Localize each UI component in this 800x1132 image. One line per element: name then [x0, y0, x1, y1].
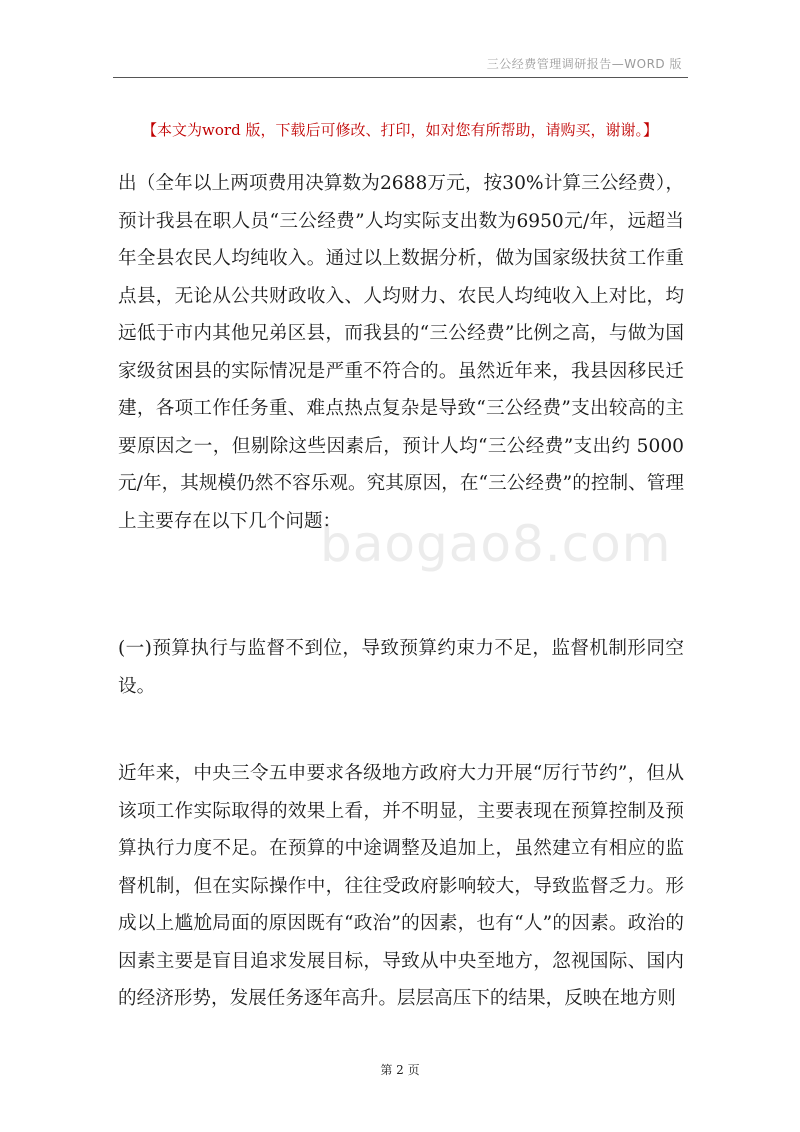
paragraph-budget-control: 近年来，中央三令五申要求各级地方政府大力开展“厉行节约”，但从该项工作实际取得的效果上看，并不明显，主要表现在预算控制及预算执行力度不足。在预算的中途调整及追加上，虽然建立有相应的监督机制，但在实际操作中，往往受政府影响较大，导致监督乏力。形成以上尴尬局面的原因既有“政治”的因素，也有“人”的因素。政治的因素主要是盲目追求发展目标，导致从中央至地方，忽视国际、国内的经济形势，发展任务逐年高升。层层高压下的结果，反映在地方则 — [118, 763, 684, 1009]
paragraph-analysis: 出（全年以上两项费用决算数为2688万元，按30%计算三公经费），预计我县在职人员“三公经费”人均实际支出数为6950元/年，远超当年全县农民人均纯收入。通过以上数据分析，做为国家级扶贫工作重点县，无论从公共财政收入、人均财力、农民人均纯收入上对比，均远低于市内其他兄弟区县，而我县的“三公经费”比例之高，与做为国家级贫困县的实际情况是严重不符合的。虽然近年来，我县因移民迁建，各项工作任务重、难点热点复杂是导致“三公经费”支出较高的主要原因之一，但剔除这些因素后，预计人均“三公经费”支出约 5000元/年，其规模仍然不容乐观。究其原因，在“三公经费”的控制、管理上主要存在以下几个问题： — [118, 173, 684, 532]
watermark: baogao8.com — [320, 515, 672, 573]
section-heading-budget-supervision: (一)预算执行与监督不到位，导致预算约束力不足，监督机制形同空设。 — [118, 638, 684, 697]
header-divider — [113, 77, 688, 78]
header-title: 三公经费管理调研报告—WORD 版 — [486, 57, 682, 71]
download-notice: 【本文为word 版，下载后可修改、打印，如对您有所帮助，请购买，谢谢。】 — [142, 121, 658, 139]
page-number: 第 2 页 — [380, 1063, 420, 1077]
